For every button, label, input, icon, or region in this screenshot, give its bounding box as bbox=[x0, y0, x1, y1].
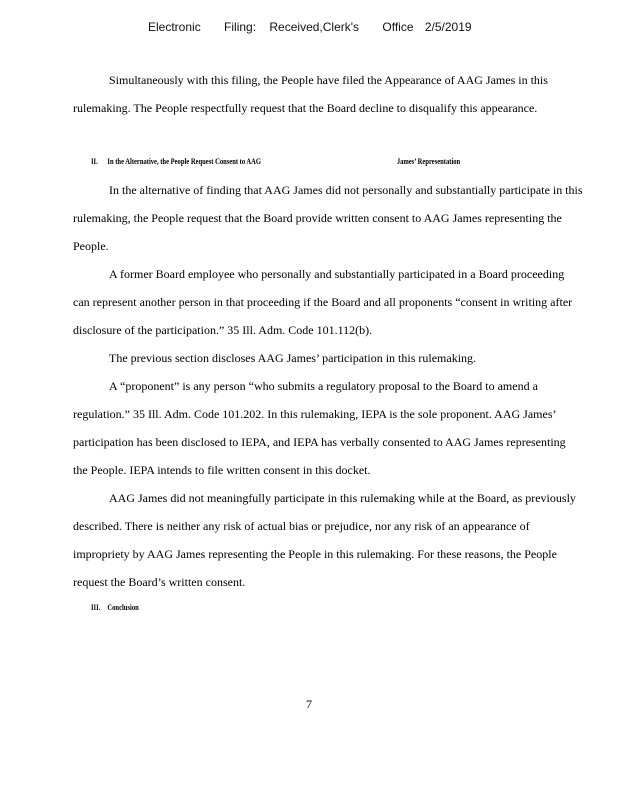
section-heading-ii bbox=[91, 157, 461, 166]
page-number: 7 bbox=[306, 697, 312, 711]
paragraph-alternative bbox=[73, 176, 583, 260]
paragraph-text: Simultaneously with this filing, the People have filed the Appearance of AAG James in this rulemaking. The People respectfully request that the Board decline to disqualify this appearance. bbox=[73, 73, 548, 115]
header-office: Office bbox=[382, 20, 414, 34]
paragraph-text: In the alternative of finding that AAG James did not personally and substantially participate in this rulemaking, the People request that the Board provide written consent to AAG James representing the People. bbox=[73, 183, 583, 253]
heading-text: Conclusion bbox=[107, 603, 139, 612]
heading-text-continued: James’ Representation bbox=[396, 157, 461, 166]
heading-number: II. bbox=[91, 157, 98, 166]
paragraph-text: A former Board employee who personally and substantially participated in a Board proceeding can represent another person in that proceeding if the Board and all proponents “consent in writing after disclosure of the participation.” 35 Ill. Adm. Code 101.112(b). bbox=[73, 267, 573, 337]
paragraph-proponent bbox=[73, 372, 583, 484]
paragraph-text: A “proponent” is any person “who submits a regulatory proposal to the Board to amend a regulation.” 35 Ill. Adm. Code 101.202. In this rulemaking, IEPA is the sole proponent. AAG James’ participation has been disclosed to IEPA, and IEPA has verbally consented to AAG James representing the People. IEPA intends to file written consent in this docket. bbox=[73, 379, 566, 477]
header-date: 2/5/2019 bbox=[424, 20, 472, 34]
header-electronic: Electronic bbox=[148, 20, 201, 34]
header-received: Received,Clerk's bbox=[269, 20, 360, 34]
paragraph-no-participation bbox=[73, 484, 583, 596]
paragraph-text: The previous section discloses AAG James’ participation in this rulemaking. bbox=[109, 351, 477, 365]
heading-text: In the Alternative, the People Request Consent to AAG bbox=[107, 157, 262, 166]
header-filing: Filing: bbox=[224, 20, 257, 34]
heading-number: III. bbox=[91, 603, 101, 612]
filing-stamp-header bbox=[148, 20, 472, 34]
section-heading-iii bbox=[91, 603, 139, 612]
paragraph-text: AAG James did not meaningfully participate in this rulemaking while at the Board, as previously described. There is neither any risk of actual bias or prejudice, nor any risk of an appearance of impropriety by AAG James representing the People in this rulemaking. For these reasons, the People request the Board’s written consent. bbox=[73, 491, 576, 589]
paragraph-appearance bbox=[73, 66, 583, 122]
paragraph-previous-section bbox=[73, 344, 583, 372]
paragraph-former-employee bbox=[73, 260, 583, 344]
